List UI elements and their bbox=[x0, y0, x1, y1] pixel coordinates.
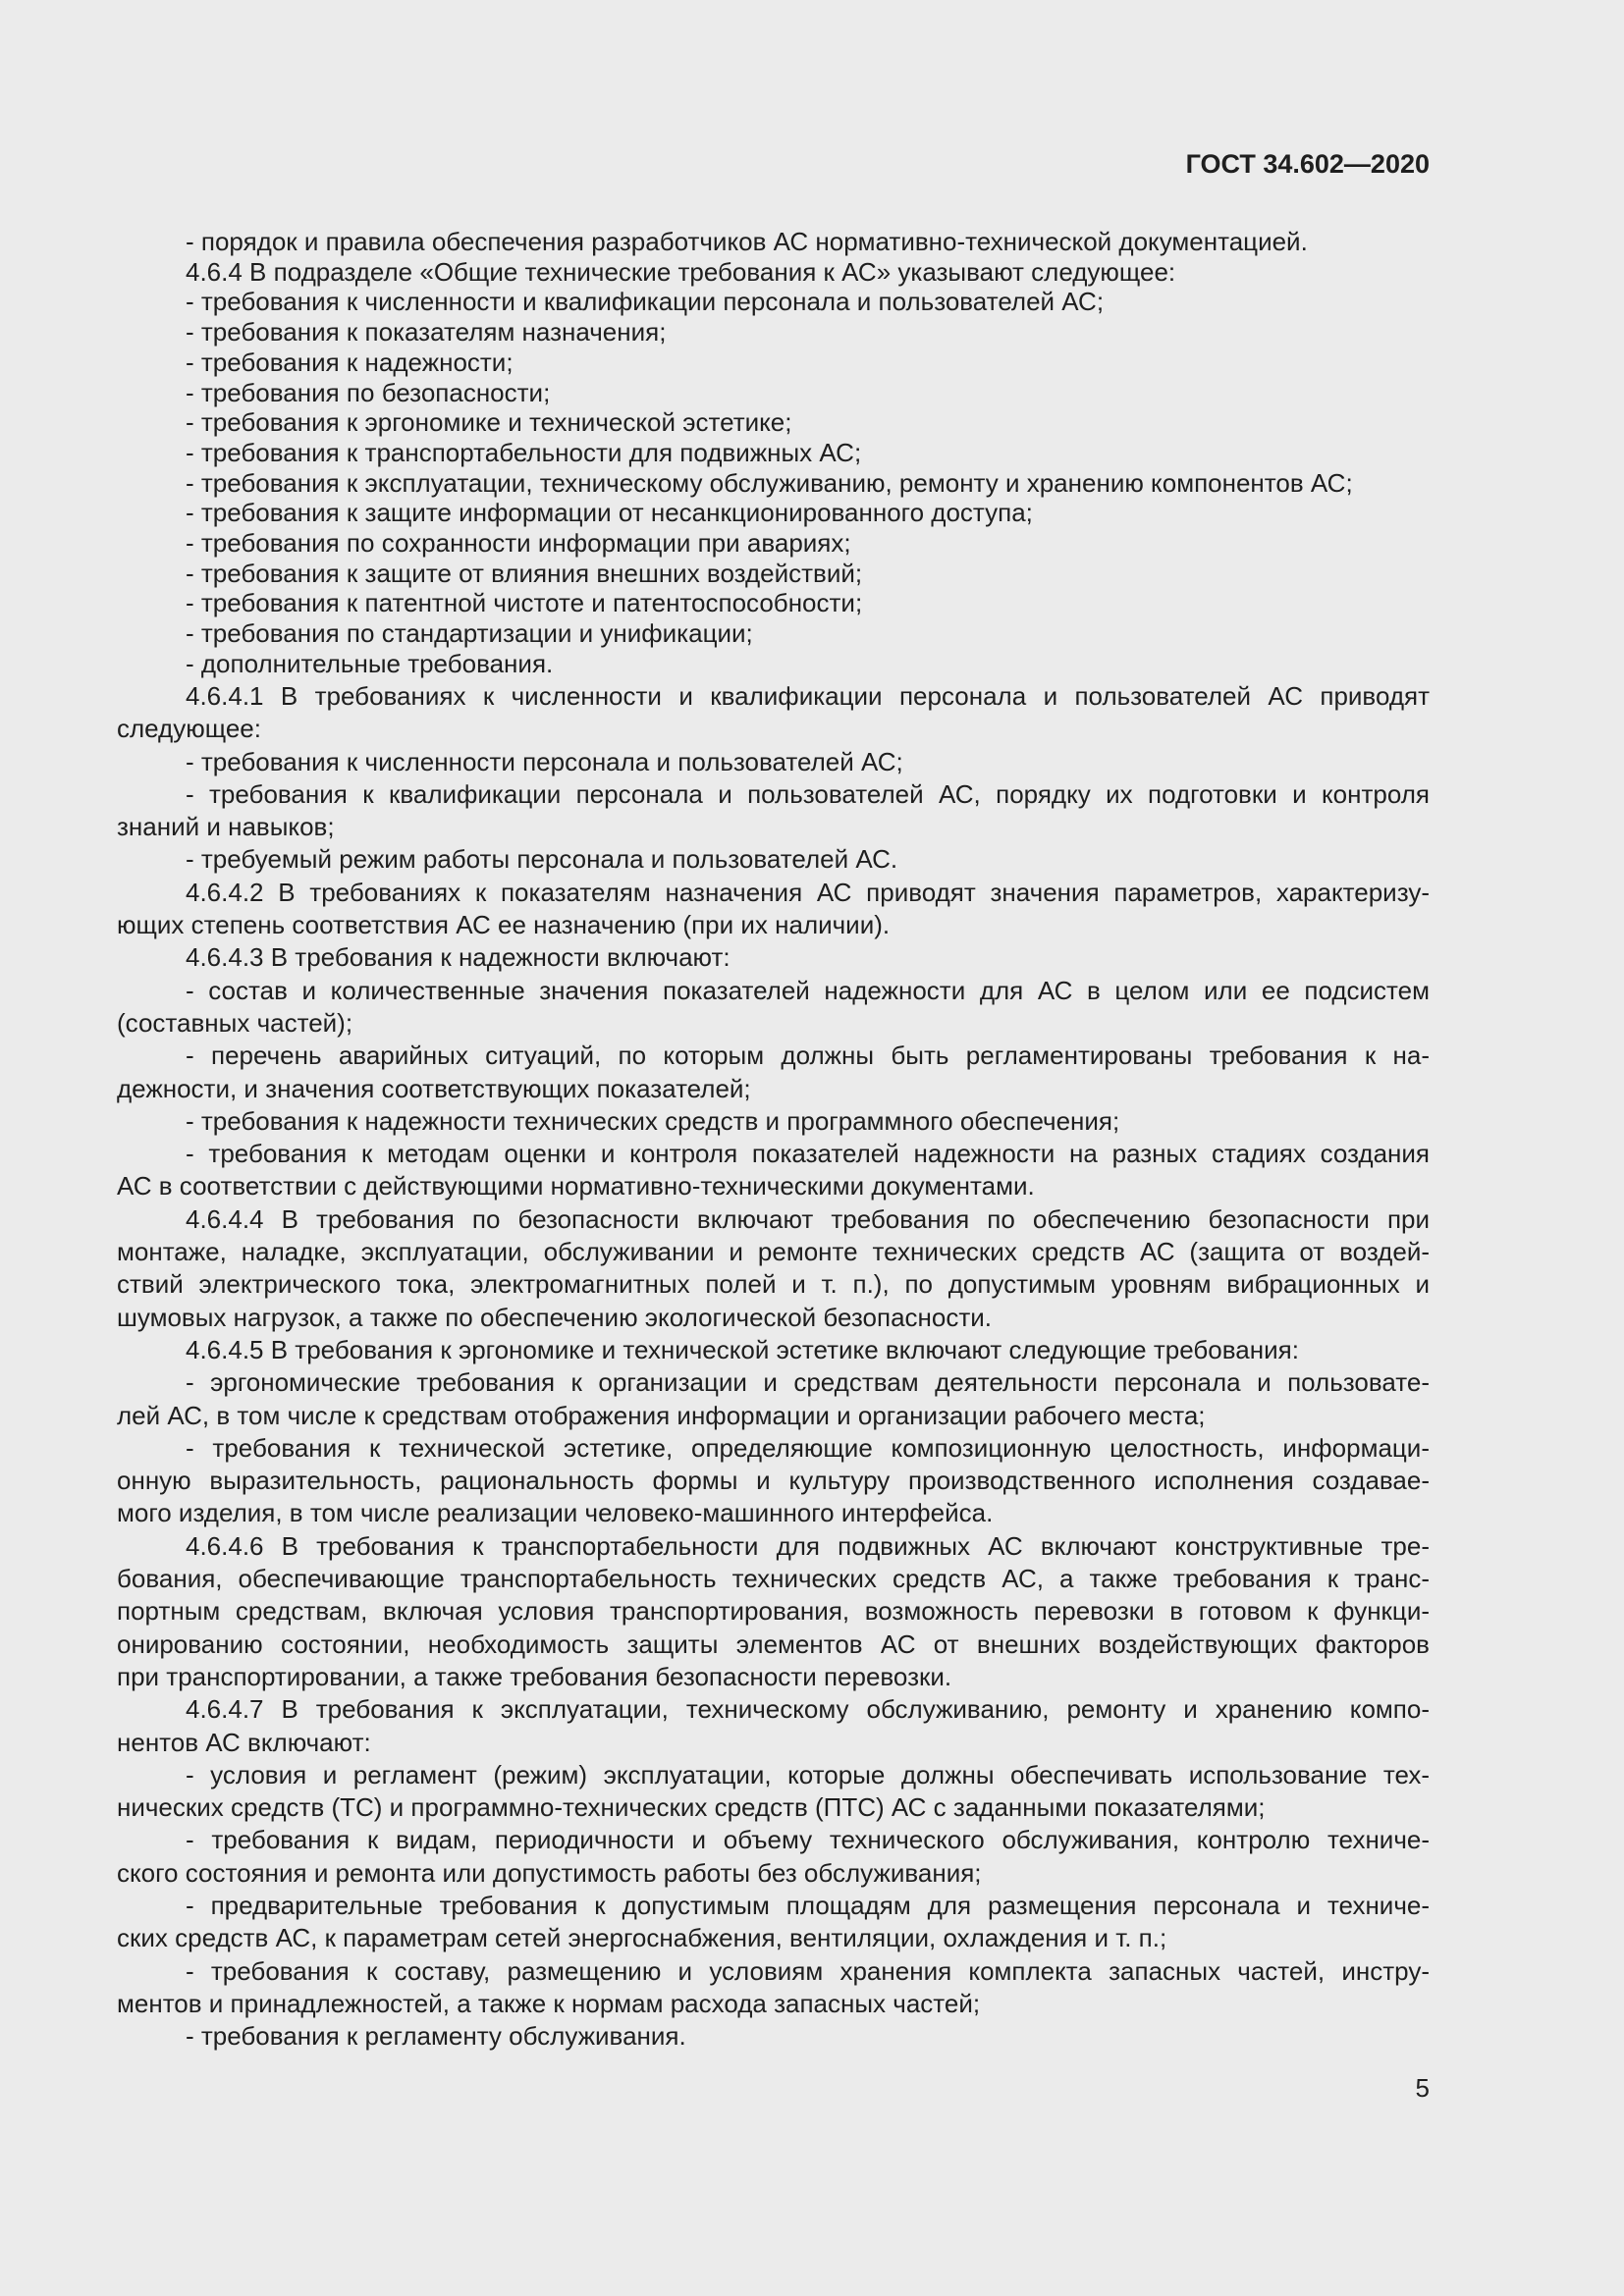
list-item bbox=[117, 1366, 1430, 1432]
text-line: шумовых нагрузок, а также по обеспечению экологической безопасности. bbox=[117, 1302, 993, 1332]
list-item bbox=[117, 2020, 1430, 2053]
text-line: лей АС, в том числе к средствам отображения информации и организации рабочего места; bbox=[117, 1400, 1206, 1430]
list-item bbox=[117, 1824, 1430, 1890]
list-item bbox=[117, 438, 1430, 468]
text-line: портным средствам, включая условия транспортирования, возможность перевозки в готовом к функци- bbox=[117, 1596, 1430, 1627]
text-line: ющих степень соответствия АС ее назначению (при их наличии). bbox=[117, 910, 891, 940]
list-item bbox=[117, 498, 1430, 528]
text-line: АС в соответствии с действующими нормативно-техническими документами. bbox=[117, 1171, 1035, 1201]
list-item bbox=[117, 746, 1430, 778]
text-line: - порядок и правила обеспечения разработчиков АС нормативно-технической документацией. bbox=[186, 227, 1308, 256]
text-line: 4.6.4.1 В требованиях к численности и квалификации персонала и пользователей АС приводят bbox=[186, 681, 1430, 711]
standard-code-header: ГОСТ 34.602—2020 bbox=[1185, 149, 1430, 179]
text-line: онированию состоянии, необходимость защиты элементов АС от внешних воздействующих факторов bbox=[117, 1629, 1430, 1659]
text-line: - предварительные требования к допустимым площадям для размещения персонала и техниче- bbox=[186, 1890, 1430, 1920]
clause-4-6-4-3 bbox=[117, 941, 1430, 974]
text-line: - требования к защите от влияния внешних воздействий; bbox=[186, 558, 863, 588]
text-line: - требования к защите информации от несанкционированного доступа; bbox=[186, 498, 1033, 528]
text-line: - требования к эргономике и технической эстетике; bbox=[186, 407, 792, 438]
list-item bbox=[117, 1759, 1430, 1825]
text-line: (составных частей); bbox=[117, 1007, 353, 1038]
text-line: - требуемый режим работы персонала и пользователей АС. bbox=[186, 844, 898, 875]
text-line: ского состояния и ремонта или допустимость работы без обслуживания; bbox=[117, 1857, 982, 1888]
text-line: - требования к численности и квалификации персонала и пользователей АС; bbox=[186, 287, 1105, 317]
clause-4-6-4-6 bbox=[117, 1530, 1430, 1693]
list-item bbox=[117, 1040, 1430, 1105]
list-item bbox=[117, 468, 1430, 499]
clauses-block bbox=[117, 680, 1430, 2053]
text-line: - требования к квалификации персонала и пользователей АС, порядку их подготовки и контроля bbox=[186, 778, 1430, 809]
list-item bbox=[117, 649, 1430, 679]
text-line: - требования к составу, размещению и условиям хранения комплекта запасных частей, инстру- bbox=[186, 1955, 1430, 1986]
text-line: - требования к видам, периодичности и объему технического обслуживания, контролю техниче- bbox=[186, 1825, 1430, 1855]
list-item bbox=[117, 588, 1430, 618]
text-line: - требования к надежности технических средств и программного обеспечения; bbox=[186, 1105, 1120, 1136]
text-line: монтаже, наладке, эксплуатации, обслуживании и ремонте технических средств АС (защита от воздей- bbox=[117, 1237, 1430, 1267]
list-item bbox=[117, 1955, 1430, 2021]
list-item bbox=[117, 843, 1430, 876]
list-item bbox=[117, 287, 1430, 317]
text-line: 4.6.4.4 В требования по безопасности включают требования по обеспечению безопасности при bbox=[186, 1203, 1430, 1234]
clause-4-6-4 bbox=[117, 257, 1430, 288]
text-line: нентов АС включают: bbox=[117, 1727, 371, 1757]
text-line: 4.6.4.6 В требования к транспортабельности для подвижных АС включают конструктивные тре- bbox=[186, 1530, 1430, 1561]
list-item bbox=[117, 227, 1430, 257]
list-item bbox=[117, 378, 1430, 408]
text-line: - требования к эксплуатации, техническому обслуживанию, ремонту и хранению компонентов АС; bbox=[186, 467, 1353, 498]
text-line: - перечень аварийных ситуаций, по которым должны быть регламентированы требования к на- bbox=[186, 1041, 1430, 1071]
list-item bbox=[117, 317, 1430, 347]
text-line: дежности, и значения соответствующих показателей; bbox=[117, 1073, 751, 1103]
text-line: - требования по безопасности; bbox=[186, 377, 551, 407]
text-line: - требования к транспортабельности для подвижных АС; bbox=[186, 437, 862, 467]
text-line: следующее: bbox=[117, 714, 261, 744]
text-line: знаний и навыков; bbox=[117, 812, 335, 842]
text-line: - эргономические требования к организации и средствам деятельности персонала и пользовате- bbox=[186, 1367, 1430, 1398]
text-line: 4.6.4.3 В требования к надежности включают: bbox=[186, 942, 731, 973]
page-number: 5 bbox=[1415, 2073, 1430, 2103]
text-line: - условия и регламент (режим) эксплуатации, которые должны обеспечивать использование тех- bbox=[186, 1759, 1430, 1789]
text-line: - требования по стандартизации и унификации; bbox=[186, 618, 753, 649]
text-line: ствий электрического тока, электромагнитных полей и т. п.), по допустимым уровням вибрационных и bbox=[117, 1269, 1430, 1300]
clause-4-6-4-4 bbox=[117, 1203, 1430, 1334]
clause-4-6-4-1 bbox=[117, 680, 1430, 746]
list-item bbox=[117, 975, 1430, 1041]
text-line: - требования к патентной чистоте и патентоспособности; bbox=[186, 588, 863, 618]
text-line: - состав и количественные значения показателей надежности для АС в целом или ее подсистем bbox=[186, 975, 1430, 1005]
text-line: ских средств АС, к параметрам сетей энергоснабжения, вентиляции, охлаждения и т. п.; bbox=[117, 1923, 1167, 1953]
list-item bbox=[117, 347, 1430, 378]
text-line: 4.6.4.2 В требованиях к показателям назначения АС приводят значения параметров, характеризу- bbox=[186, 877, 1430, 907]
list-item bbox=[117, 407, 1430, 438]
list-item bbox=[117, 778, 1430, 844]
text-line: при транспортировании, а также требования безопасности перевозки. bbox=[117, 1661, 952, 1691]
text-line: - требования к технической эстетике, определяющие композиционную целостность, информаци- bbox=[186, 1432, 1430, 1463]
text-line: - требования к методам оценки и контроля показателей надежности на разных стадиях создания bbox=[186, 1139, 1430, 1169]
text-line: бования, обеспечивающие транспортабельность технических средств АС, а также требования к транс- bbox=[117, 1564, 1430, 1594]
text-line: - требования к надежности; bbox=[186, 347, 514, 377]
list-item bbox=[117, 559, 1430, 589]
text-line: онную выразительность, рациональность формы и культуру производственного исполнения создавае- bbox=[117, 1466, 1430, 1496]
text-line: 4.6.4.7 В требования к эксплуатации, техническому обслуживанию, ремонту и хранению компо- bbox=[186, 1694, 1430, 1725]
text-line: - требования к регламенту обслуживания. bbox=[186, 2021, 686, 2052]
list-item bbox=[117, 1432, 1430, 1530]
text-line: 4.6.4 В подразделе «Общие технические требования к АС» указывают следующее: bbox=[186, 256, 1176, 287]
clause-4-6-4-5 bbox=[117, 1334, 1430, 1366]
text-line: мого изделия, в том числе реализации человеко-машинного интерфейса. bbox=[117, 1498, 994, 1528]
clause-4-6-4-2 bbox=[117, 877, 1430, 942]
text-line: - требования по сохранности информации при авариях; bbox=[186, 528, 851, 559]
list-item bbox=[117, 1138, 1430, 1203]
text-line: - требования к численности персонала и пользователей АС; bbox=[186, 746, 903, 776]
requirements-list-block bbox=[117, 227, 1430, 679]
text-line: - дополнительные требования. bbox=[186, 648, 554, 678]
list-item bbox=[117, 528, 1430, 559]
text-line: нических средств (ТС) и программно-технических средств (ПТС) АС с заданными показателями; bbox=[117, 1792, 1266, 1823]
list-item bbox=[117, 1105, 1430, 1138]
text-line: 4.6.4.5 В требования к эргономике и технической эстетике включают следующие требования: bbox=[186, 1334, 1299, 1364]
list-item bbox=[117, 618, 1430, 649]
text-line: - требования к показателям назначения; bbox=[186, 317, 667, 347]
list-item bbox=[117, 1890, 1430, 1955]
clause-4-6-4-7 bbox=[117, 1693, 1430, 1759]
text-line: ментов и принадлежностей, а также к нормам расхода запасных частей; bbox=[117, 1988, 981, 2018]
